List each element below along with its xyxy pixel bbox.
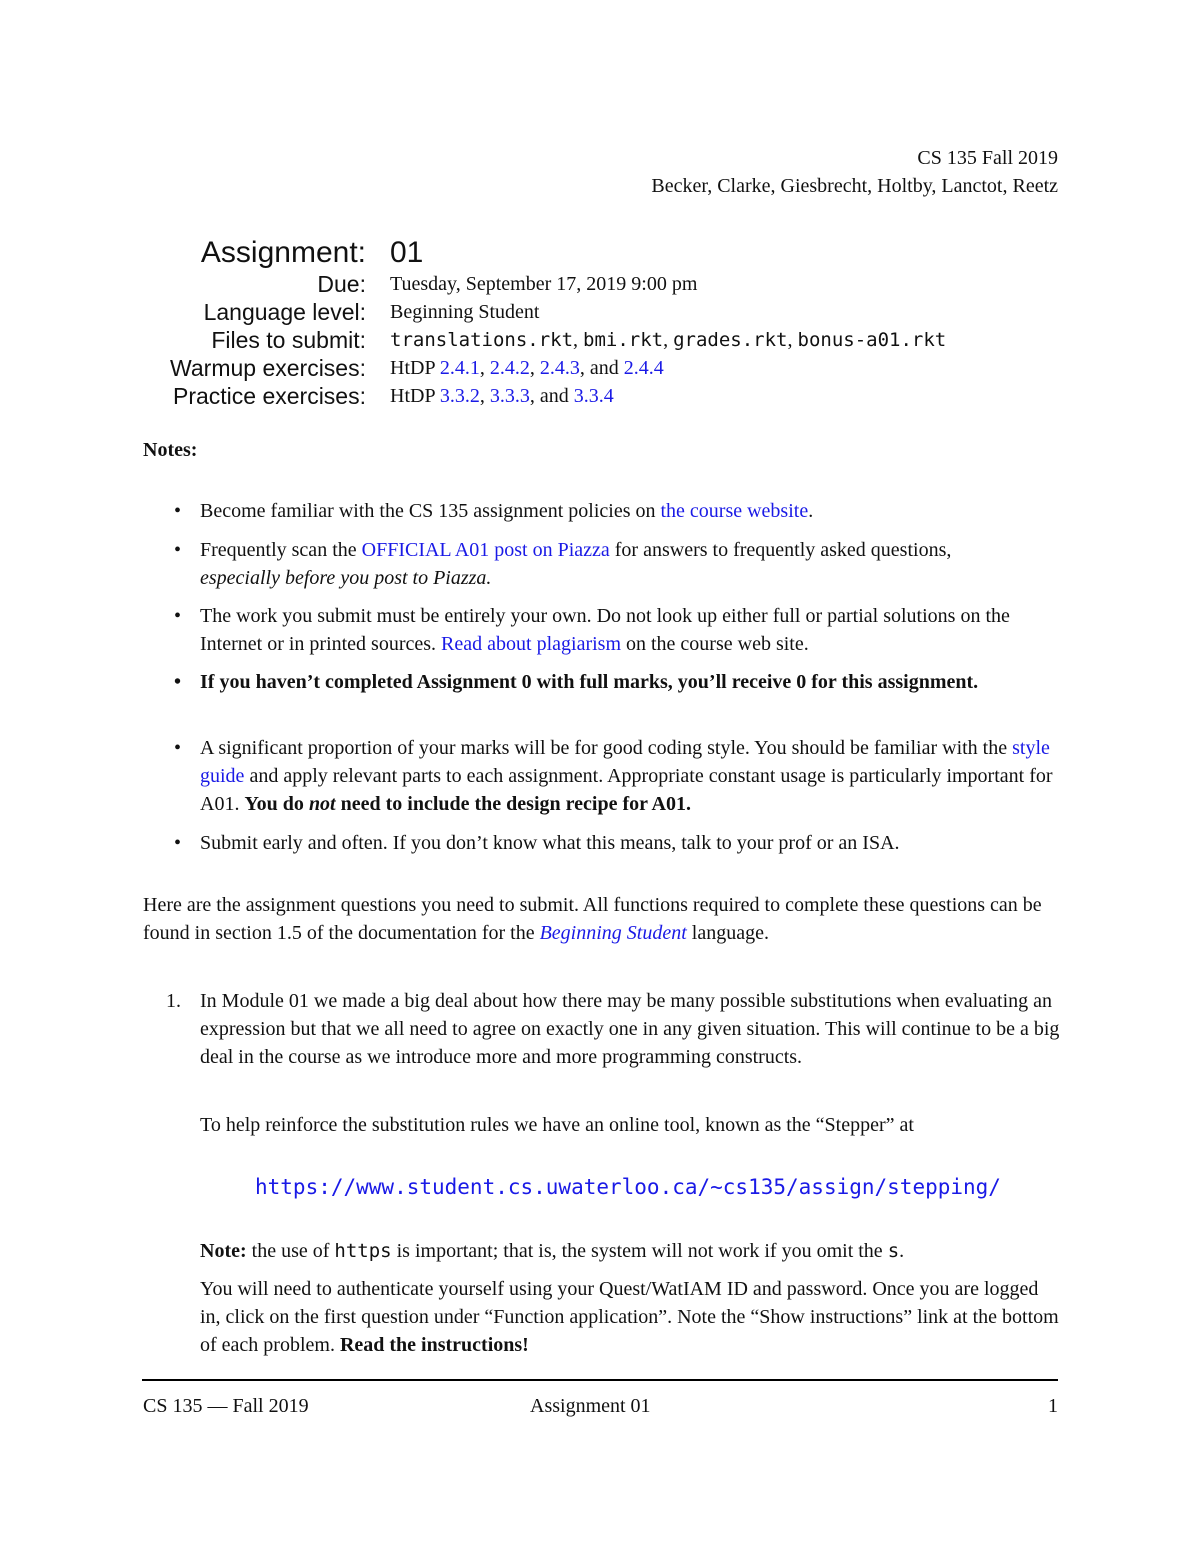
file-translations: translations.rkt bbox=[390, 329, 574, 351]
piazza-post-link[interactable]: OFFICIAL A01 post on Piazza bbox=[361, 539, 610, 561]
note-plagiarism: • The work you submit must be entirely your own. Do not look up either full or partial solutions on the Internet or in printed sources. Read about plagiarism on the course web site. bbox=[200, 602, 1062, 658]
question-number: 1. bbox=[166, 990, 181, 1012]
note-style: • A significant proportion of your marks will be for good coding style. You should be familiar with the style guide and apply relevant parts to each assignment. Appropriate constant usage is particularly important for A01. You do not need to include the design recipe for A01. bbox=[200, 734, 1062, 818]
warmup-list: HtDP 2.4.1, 2.4.2, 2.4.3, and 2.4.4 bbox=[390, 357, 664, 379]
assignment-label: Assignment: bbox=[200, 236, 366, 269]
warmup-link-242[interactable]: 2.4.2 bbox=[489, 357, 530, 379]
note-policies: • Become familiar with the CS 135 assignment policies on the course website. bbox=[200, 497, 1062, 525]
file-bonus: bonus-a01.rkt bbox=[797, 329, 947, 351]
footer-course: CS 135 — Fall 2019 bbox=[143, 1395, 309, 1417]
warmup-link-243[interactable]: 2.4.3 bbox=[539, 357, 580, 379]
warmup-link-241[interactable]: 2.4.1 bbox=[439, 357, 480, 379]
practice-link-334[interactable]: 3.3.4 bbox=[573, 385, 614, 407]
language-value: Beginning Student bbox=[390, 301, 540, 323]
question1-intro: In Module 01 we made a big deal about how there may be many possible substitutions when evaluating an expression but that we all need to agree on exactly one in any given situation. This will continue to be a big deal in the course as we introduce more and more programming constructs. bbox=[200, 990, 1060, 1068]
note-assignment0: • If you haven’t completed Assignment 0 with full marks, you’ll receive 0 for this assignment. bbox=[200, 668, 1062, 696]
question1-note: Note: the use of https is important; that is, the system will not work if you omit the s. bbox=[200, 1240, 905, 1262]
files-list: translations.rkt, bmi.rkt, grades.rkt, bonus-a01.rkt bbox=[390, 329, 947, 351]
practice-link-333[interactable]: 3.3.3 bbox=[489, 385, 530, 407]
stepper-url-link[interactable]: https://www.student.cs.uwaterloo.ca/~cs135/assign/stepping/ bbox=[255, 1175, 1001, 1199]
due-value: Tuesday, September 17, 2019 9:00 pm bbox=[390, 273, 698, 295]
intro-paragraph: Here are the assignment questions you need to submit. All functions required to complete these questions can be found in section 1.5 of the documentation for the Beginning Student language. bbox=[143, 894, 1042, 944]
assignment-number: 01 bbox=[390, 236, 424, 269]
note-submit: • Submit early and often. If you don’t know what this means, talk to your prof or an ISA. bbox=[200, 829, 1062, 857]
footer-assignment: Assignment 01 bbox=[530, 1395, 651, 1417]
warmup-label: Warmup exercises: bbox=[170, 355, 366, 381]
language-label: Language level: bbox=[203, 299, 366, 325]
note-piazza: • Frequently scan the OFFICIAL A01 post on Piazza for answers to frequently asked questions, especially before you post to Piazza. bbox=[200, 536, 1062, 592]
plagiarism-link[interactable]: Read about plagiarism bbox=[441, 633, 621, 655]
course-website-link[interactable]: the course website bbox=[660, 500, 809, 522]
practice-label: Practice exercises: bbox=[172, 383, 366, 409]
file-grades: grades.rkt bbox=[673, 329, 788, 351]
page-number: 1 bbox=[1048, 1395, 1058, 1417]
notes-heading: Notes: bbox=[143, 439, 198, 461]
question1-instructions: You will need to authenticate yourself using your Quest/WatIAM ID and password. Once you are logged in, click on the first question under “Function application”. Note the “Show instructions” link at the bottom of each problem. Read the instructions! bbox=[200, 1278, 1059, 1356]
question1-stepper: To help reinforce the substitution rules we have an online tool, known as the “Stepper” at bbox=[200, 1114, 914, 1136]
practice-link-332[interactable]: 3.3.2 bbox=[439, 385, 480, 407]
due-label: Due: bbox=[317, 271, 366, 297]
footer-rule bbox=[142, 1379, 1058, 1381]
practice-list: HtDP 3.3.2, 3.3.3, and 3.3.4 bbox=[390, 385, 614, 407]
course-header: CS 135 Fall 2019 bbox=[917, 147, 1058, 169]
files-label: Files to submit: bbox=[211, 327, 366, 353]
beginning-student-link[interactable]: Beginning Student bbox=[539, 922, 687, 944]
style-guide-link[interactable]: style guide bbox=[200, 737, 1050, 787]
warmup-link-244[interactable]: 2.4.4 bbox=[623, 357, 664, 379]
file-bmi: bmi.rkt bbox=[583, 329, 664, 351]
instructors-header: Becker, Clarke, Giesbrecht, Holtby, Lanctot, Reetz bbox=[651, 175, 1058, 197]
